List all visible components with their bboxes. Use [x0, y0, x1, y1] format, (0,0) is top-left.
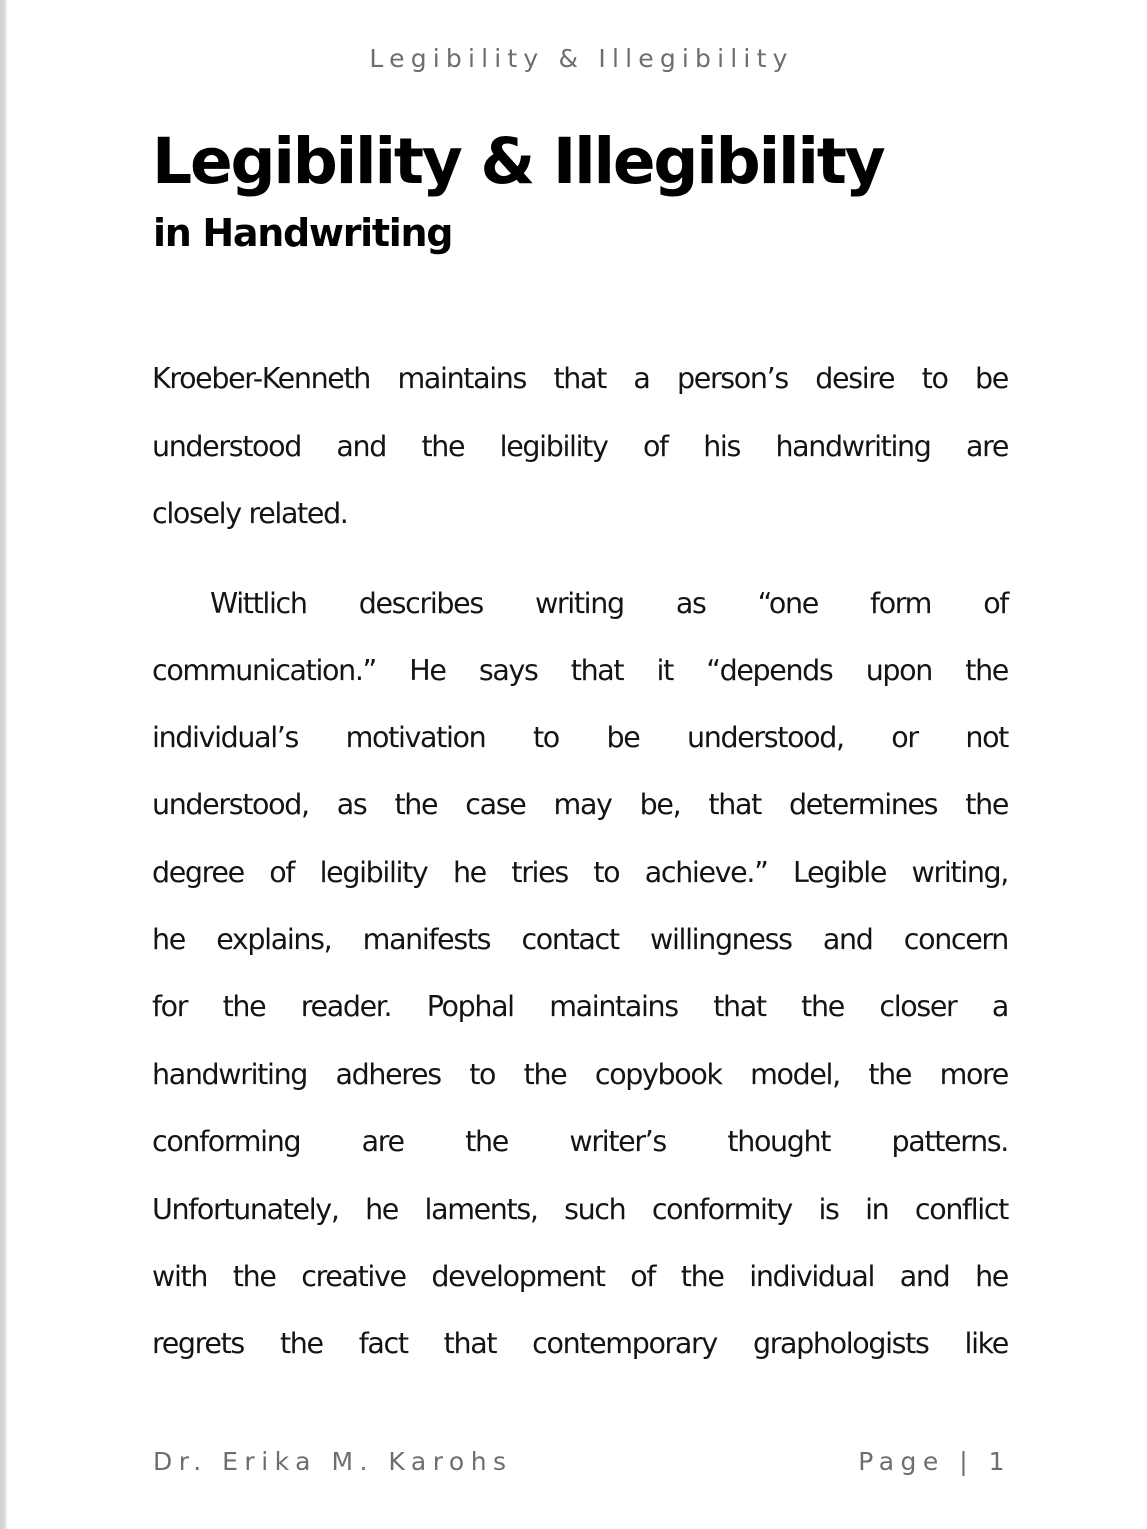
paragraph-line: understood, as the case may be, that determines the — [152, 788, 1008, 821]
paragraph-line: degree of legibility he tries to achieve.” Legible writing, — [152, 856, 1008, 889]
running-header: Legibility & Illegibility — [369, 44, 794, 73]
document-subtitle: in Handwriting — [153, 211, 453, 255]
paragraph-line: closely related. — [152, 497, 348, 530]
paragraph-line: Unfortunately, he laments, such conformity is in conflict — [152, 1193, 1008, 1226]
paragraph-line: individual’s motivation to be understood, or not — [152, 721, 1008, 754]
paragraph-line: for the reader. Pophal maintains that the closer a — [152, 990, 1008, 1023]
page-left-edge — [0, 0, 7, 1529]
paragraph-line: handwriting adheres to the copybook model, the more — [152, 1058, 1008, 1091]
paragraph-line: understood and the legibility of his handwriting are — [152, 430, 1008, 463]
footer-page-number: Page | 1 — [858, 1447, 1011, 1476]
paragraph-line: communication.” He says that it “depends upon the — [152, 654, 1008, 687]
paragraph-line: conforming are the writer’s thought patterns. — [152, 1125, 1008, 1158]
paragraph-line: with the creative development of the individual and he — [152, 1260, 1008, 1293]
paragraph-line: he explains, manifests contact willingness and concern — [152, 923, 1008, 956]
paragraph-line: Wittlich describes writing as “one form of — [210, 587, 1008, 620]
paragraph-line: Kroeber-Kenneth maintains that a person’s desire to be — [152, 362, 1008, 395]
document-title: Legibility & Illegibility — [152, 125, 884, 198]
footer-author: Dr. Erika M. Karohs — [153, 1447, 513, 1476]
paragraph-line: regrets the fact that contemporary graphologists like — [152, 1327, 1008, 1360]
